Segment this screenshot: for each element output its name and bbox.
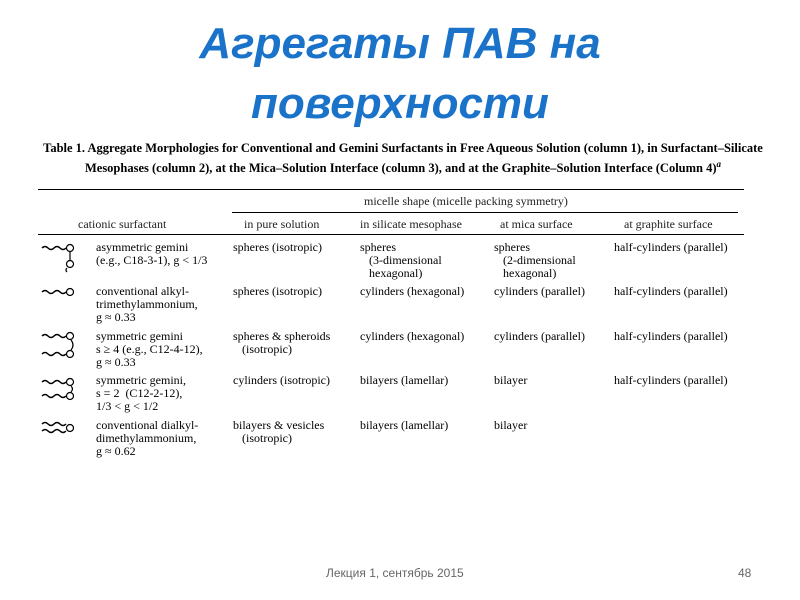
row4-surfactant: symmetric gemini, s = 2 (C12-2-12), 1/3 < g < 1/2 xyxy=(96,373,186,413)
table-caption-text: Table 1. Aggregate Morphologies for Conventional and Gemini Surfactants in Free Aqueous Solution (column 1), in Surfactant–Silicate Mesophases (column 2), at the Mica–Solution Interface (column 3), and at the Graphite–Solution Interface (Column 4) xyxy=(43,141,763,176)
row4-graphite: half-cylinders (parallel) xyxy=(614,373,728,387)
row3-silicate: cylinders (hexagonal) xyxy=(360,329,465,343)
footer-text: Лекция 1, сентябрь 2015 xyxy=(326,566,464,580)
slide-title-line2: поверхности xyxy=(251,79,549,128)
group-header: micelle shape (micelle packing symmetry) xyxy=(364,194,568,208)
row2-pure: spheres (isotropic) xyxy=(233,284,322,298)
row3-mica: cylinders (parallel) xyxy=(494,329,585,343)
column-header-graphite: at graphite surface xyxy=(624,217,713,231)
column-header-rule xyxy=(38,234,744,235)
asymmetric-gemini-molecule-icon xyxy=(40,240,80,276)
row5-surfactant: conventional dialkyl- dimethylammonium, g ≈ 0.62 xyxy=(96,418,199,458)
conventional-dialkyl-molecule-icon xyxy=(40,418,80,438)
row2-surfactant: conventional alkyl- trimethylammonium, g ≈ 0.33 xyxy=(96,284,198,324)
row3-surfactant: symmetric gemini s ≥ 4 (e.g., C12-4-12), g ≈ 0.33 xyxy=(96,329,203,369)
row5-silicate: bilayers (lamellar) xyxy=(360,418,449,432)
caption-footnote-marker: a xyxy=(716,159,722,169)
column-header-pure: in pure solution xyxy=(244,217,320,231)
row4-pure: cylinders (isotropic) xyxy=(233,373,330,387)
row2-mica: cylinders (parallel) xyxy=(494,284,585,298)
table-top-rule xyxy=(38,189,744,190)
row2-silicate: cylinders (hexagonal) xyxy=(360,284,465,298)
slide-title-line1: Агрегаты ПАВ на xyxy=(199,19,601,68)
row5-mica: bilayer xyxy=(494,418,528,432)
row1-surfactant: asymmetric gemini (e.g., C18-3-1), g < 1/3 xyxy=(96,240,208,267)
table-caption xyxy=(38,140,768,176)
column-header-surfactant: cationic surfactant xyxy=(78,217,167,231)
column-header-mica: at mica surface xyxy=(500,217,573,231)
row4-silicate: bilayers (lamellar) xyxy=(360,373,449,387)
symmetric-gemini-long-spacer-icon xyxy=(40,328,80,364)
group-header-rule xyxy=(232,212,738,213)
conventional-alkyl-molecule-icon xyxy=(40,284,80,300)
row3-pure: spheres & spheroids (isotropic) xyxy=(233,329,331,356)
column-header-silicate: in silicate mesophase xyxy=(360,217,462,231)
row5-pure: bilayers & vesicles (isotropic) xyxy=(233,418,325,445)
symmetric-gemini-short-spacer-icon xyxy=(40,374,80,406)
row1-mica: spheres (2-dimensional hexagonal) xyxy=(494,240,576,280)
row1-silicate: spheres (3-dimensional hexagonal) xyxy=(360,240,442,280)
row1-graphite: half-cylinders (parallel) xyxy=(614,240,728,254)
row1-pure: spheres (isotropic) xyxy=(233,240,322,254)
row4-mica: bilayer xyxy=(494,373,528,387)
row3-graphite: half-cylinders (parallel) xyxy=(614,329,728,343)
page-number: 48 xyxy=(738,566,752,580)
slide-title xyxy=(0,14,800,134)
row2-graphite: half-cylinders (parallel) xyxy=(614,284,728,298)
